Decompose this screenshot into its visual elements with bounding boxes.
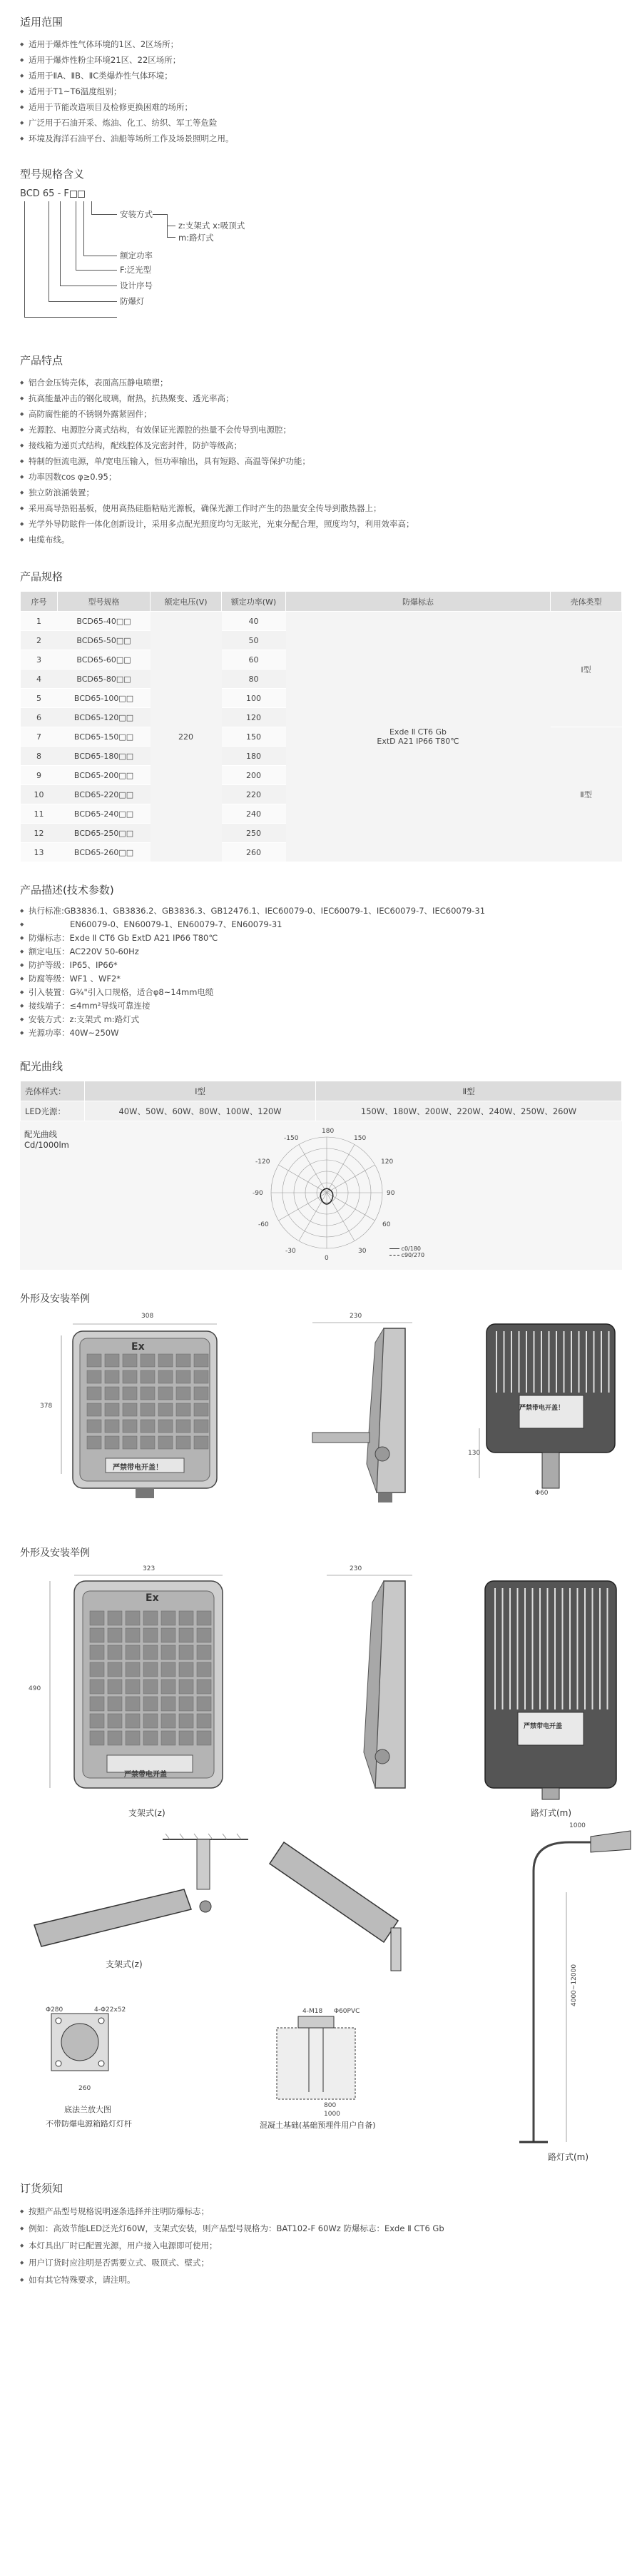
outline1-drawing [20,1310,622,1517]
curve-unit: Cd/1000lm [24,1140,69,1150]
cell-no: 6 [21,708,58,727]
angle-label: -120 [255,1158,270,1166]
led-module [123,1387,137,1400]
cell-no: 10 [21,785,58,804]
led-module [126,1628,140,1642]
list-item: ◆ 独立防浪涌装置； [20,485,622,500]
cell-no: 2 [21,631,58,650]
led-module [87,1370,101,1383]
model-section [0,146,642,324]
col-header: 额定功率(W) [222,592,286,612]
cell-power: 50 [222,631,286,650]
dim-130: 130 [468,1450,481,1457]
led-module [179,1680,193,1694]
led-module [161,1697,175,1711]
angle-label: -30 [285,1248,296,1255]
base-flange-drawing [44,2006,123,2085]
params-title: 产品规格 [20,570,63,583]
cell-shell-2: Ⅱ型 [551,727,622,862]
list-item: ◆ 防爆标志：Exde Ⅱ CT6 Gb ExtD A21 IP66 T80℃ [20,931,622,945]
cell-model: BCD65-50□□ [58,631,151,650]
cell-model: BCD65-180□□ [58,747,151,766]
cell-power: 250 [222,824,286,843]
scope-section [0,0,642,146]
led-module [90,1645,104,1660]
cell-no: 12 [21,824,58,843]
led-module [108,1697,122,1711]
col-header: 序号 [21,592,58,612]
dim-280: Φ280 [46,2006,63,2014]
list-item: ◆ 适用于爆炸性气体环境的1区、2区场所； [20,36,622,52]
angle-label: -60 [258,1221,269,1228]
model-code [20,188,85,199]
cell-model: BCD65-150□□ [58,727,151,747]
list-item: ◆ 采用高导热铝基板，使用高热硅脂粘贴光源板，确保光源工作时产生的热量安全传导到散热器上； [20,500,622,516]
dim-width: 323 [143,1565,156,1572]
cell-power: 180 [222,747,286,766]
caption-bracket-install: 支架式(z) [106,1959,143,1969]
ex-label: Ex [146,1592,159,1604]
led-module [194,1370,208,1383]
led-module [87,1420,101,1433]
led-module [179,1611,193,1625]
col-header: 防爆标志 [286,592,551,612]
outline2-section [0,1517,642,1828]
led-module [176,1403,190,1416]
led-module [105,1436,119,1449]
led-module [108,1628,122,1642]
caption-base: 底法兰放大图 [64,2105,111,2114]
cell-model: BCD65-40□□ [58,612,151,631]
order-list [20,2203,622,2288]
angle-label: 30 [358,1248,367,1255]
led-module [143,1731,158,1745]
led-module [123,1370,137,1383]
scope-title: 适用范围 [20,16,63,29]
seq-label: 设计序号 [120,281,153,291]
cell-power: 200 [222,766,286,785]
legend-a: c0/180 [401,1246,421,1252]
led-module [194,1354,208,1367]
led-module [141,1403,155,1416]
col-header: 额定电压(V) [151,592,222,612]
led-module [108,1645,122,1660]
description-title: 产品描述(技术参数) [20,884,114,896]
led-module [123,1403,137,1416]
features-title: 产品特点 [20,354,63,367]
side-view-2 [298,1574,419,1802]
led-module [105,1354,119,1367]
model-diagram [20,188,622,324]
led-module [126,1714,140,1728]
list-item: ◆ 按照产品型号规格说明逐条选择并注明防爆标志； [20,2203,622,2220]
dim-phi: Φ60 [535,1490,549,1497]
caption-no-pole: 不带防爆电源箱路灯灯杆 [46,2119,132,2128]
cell-no: 8 [21,747,58,766]
dim-height: 490 [29,1685,41,1692]
led-module [141,1354,155,1367]
ex-mark-2: ExtD A21 IP66 T80℃ [377,737,459,746]
led-module [143,1628,158,1642]
params-table [20,591,622,862]
led-module [161,1731,175,1745]
caption-road: 路灯式(m) [531,1808,572,1818]
led-module [161,1645,175,1660]
led-module [176,1370,190,1383]
dim-pole: 4000~12000 [571,1964,578,2006]
led-module [90,1662,104,1677]
led-module [158,1436,173,1449]
angle-label: 150 [354,1135,367,1142]
led-module [161,1611,175,1625]
caption-concrete: 混凝土基础(基础预埋件用户自备) [260,2121,376,2130]
led-module [194,1403,208,1416]
led-module [90,1680,104,1694]
ex-mark-1: Exde Ⅱ CT6 Gb [389,727,447,737]
table-row [21,1081,622,1101]
led-module [158,1420,173,1433]
order-title: 订货须知 [20,2182,63,2195]
led-module [141,1370,155,1383]
led-module [194,1420,208,1433]
legend-b: c90/270 [401,1252,425,1258]
dim-width: 308 [141,1313,154,1320]
led-module [176,1436,190,1449]
led-module [90,1628,104,1642]
outline1-section [0,1270,642,1517]
led-module [126,1645,140,1660]
cell-no: 3 [21,650,58,670]
list-item: ◆ 防腐等级：WF1 、WF2* [20,972,622,986]
list-item: ◆ 铝合金压铸壳体，表面高压静电喷塑； [20,375,622,390]
led-module [161,1680,175,1694]
led-module [143,1662,158,1677]
led-module [161,1714,175,1728]
cell-model: BCD65-80□□ [58,670,151,689]
side-view-1 [298,1321,419,1507]
install-opts: z:支架式 x:吸顶式 [178,221,245,231]
led-module [105,1403,119,1416]
curve-title: 配光曲线 [20,1060,63,1073]
led-module [143,1697,158,1711]
lamp-label: 防爆灯 [120,296,145,306]
model-title: 型号规格含义 [20,168,85,181]
led-module [90,1731,104,1745]
list-item: ◆ 电缆布线。 [20,532,622,547]
scope-list [20,36,622,146]
params-section [0,547,642,862]
led-module [161,1662,175,1677]
cell-power: 120 [222,708,286,727]
cell-model: BCD65-60□□ [58,650,151,670]
led-module [176,1354,190,1367]
led-module [90,1697,104,1711]
led-module [108,1680,122,1694]
curve-section [0,1040,642,1270]
road-lamp-drawing [491,1828,633,2163]
led-module [197,1731,211,1745]
led-module [179,1697,193,1711]
cell-led-2: 150W、180W、200W、220W、240W、250W、260W [316,1101,622,1121]
type-label: F:泛光型 [120,265,152,275]
list-item: ◆ 适用于爆炸性粉尘环境21区、22区场所； [20,52,622,68]
cell-power: 150 [222,727,286,747]
list-item: ◆ 适用于T1~T6温度组别； [20,84,622,99]
cell-label: LED光源： [21,1101,85,1121]
list-item: ◆ 接线端子：≤4mm²导线可靠连接 [20,999,622,1013]
cell-no: 5 [21,689,58,708]
led-module [126,1662,140,1677]
description-section [0,862,642,1040]
angle-label: 90 [387,1190,395,1197]
curve-panel [20,1121,622,1270]
led-module [197,1697,211,1711]
led-module [197,1714,211,1728]
led-module [143,1680,158,1694]
led-module [108,1731,122,1745]
order-section [0,2163,642,2310]
led-module [179,1662,193,1677]
dim-1000b: 1000 [324,2111,340,2118]
blank-box [70,191,77,198]
list-item: ◆ 执行标准:GB3836.1、GB3836.2、GB3836.3、GB12476.1、IEC60079-0、IEC60079-1、IEC60079-7、IEC60079-31 [20,904,622,918]
list-item: ◆ 安装方式：z:支架式 m:路灯式 [20,1013,622,1026]
curve-table [20,1081,622,1121]
dim-side: 230 [350,1565,362,1572]
cell-power: 260 [222,843,286,862]
polar-labels [253,1128,395,1262]
cell-model: BCD65-100□□ [58,689,151,708]
install-drawing [20,1822,622,2163]
led-module [197,1645,211,1660]
cell-no: 11 [21,804,58,824]
angle-label: -90 [253,1190,263,1197]
list-item: ◆ 光源腔、电源腔分离式结构，有效保证光源腔的热量不会传导到电源腔； [20,422,622,438]
led-module [126,1697,140,1711]
led-module [161,1628,175,1642]
legend [389,1246,424,1258]
dim-260: 260 [78,2085,91,2092]
led-module [87,1354,101,1367]
cell-model: BCD65-200□□ [58,766,151,785]
description-list [20,904,622,1040]
led-module [105,1420,119,1433]
cell-power: 60 [222,650,286,670]
cell-power: 40 [222,612,286,631]
led-module [143,1645,158,1660]
led-module [108,1611,122,1625]
list-item: ◆ 光学外导防眩件一体化创新设计，采用多点配光照度均匀无眩光，光束分配合理，照度均匀，利用效率高； [20,516,622,532]
angle-label: -150 [284,1135,299,1142]
led-module [197,1662,211,1677]
list-item: ◆ 广泛用于石油开采、炼油、化工、纺织、军工等危险 [20,115,622,131]
cell-label: 壳体样式： [21,1081,85,1101]
list-item: ◆ 光源功率：40W~250W [20,1026,622,1040]
led-module [143,1714,158,1728]
cell-type-2: Ⅱ型 [316,1081,622,1101]
outline1-title: 外形及安装举例 [20,1293,90,1305]
cell-model: BCD65-260□□ [58,843,151,862]
list-item: ◆ 本灯具出厂时已配置光源，用户接入电源即可使用； [20,2237,622,2254]
bracket-mount-drawing [20,1832,255,1961]
back-view-2 [475,1574,625,1802]
list-item: ◆ 抗高能量冲击的钢化玻璃，耐热，抗热聚变、透光率高； [20,390,622,406]
led-module [176,1387,190,1400]
angle-label: 0 [325,1255,329,1262]
warning-label: 严禁带电开盖 [524,1723,563,1730]
cell-led-1: 40W、50W、60W、80W、100W、120W [85,1101,316,1121]
led-module [197,1611,211,1625]
dim-side: 230 [350,1313,362,1320]
install-section [0,1822,642,2163]
list-item: ◆ 额定电压：AC220V 50-60Hz [20,945,622,959]
front-view-1 [56,1323,234,1501]
warning-label: 严禁带电开盖！ [113,1464,163,1472]
list-item: ◆ 特制的恒流电源，单/宽电压输入，恒功率输出，具有短路、高温等保护功能； [20,453,622,469]
led-module [141,1436,155,1449]
angle-label: 60 [382,1221,391,1228]
list-item: ◆ 适用于ⅡA、ⅡB、ⅡC类爆炸性气体环境； [20,68,622,84]
led-module [158,1387,173,1400]
install-opts-2: m:路灯式 [178,233,214,243]
cell-voltage: 220 [151,612,222,862]
list-item: ◆ 防护等级：IP65、IP66* [20,959,622,972]
dim-m18: 4-M18 [302,2008,323,2015]
led-module [108,1662,122,1677]
led-module [179,1731,193,1745]
cell-power: 240 [222,804,286,824]
cell-no: 13 [21,843,58,862]
list-item: ◆ 引入装置：G¾"引入口规格，适合φ8~14mm电缆 [20,986,622,999]
angle-label: 120 [381,1158,394,1166]
concrete-base-drawing [255,2006,384,2113]
led-module [143,1611,158,1625]
list-item: ◆ 功率因数cos φ≥0.95； [20,469,622,485]
table-row [21,612,622,631]
cell-power: 220 [222,785,286,804]
model-code-text: BCD 65 - F [20,188,69,199]
features-list [20,375,622,547]
led-module [87,1387,101,1400]
led-module [158,1370,173,1383]
cell-ex-mark [286,612,551,862]
dim-4-22: 4-Φ22x52 [94,2006,126,2014]
features-section [0,324,642,547]
cell-model: BCD65-250□□ [58,824,151,843]
led-module [123,1420,137,1433]
list-item-continued: ◆ 例如：高效节能LED泛光灯60W，支架式安装，则产品型号规格为：BAT102-F 60Wz 防爆标志：Exde Ⅱ CT6 Gb [20,2220,622,2237]
curve-label: 配光曲线 [24,1129,57,1139]
power-label: 额定功率 [120,251,153,261]
col-header: 型号规格 [58,592,151,612]
cell-no: 7 [21,727,58,747]
angle-label: 180 [322,1128,335,1135]
cell-no: 1 [21,612,58,631]
led-module [176,1420,190,1433]
cell-power: 80 [222,670,286,689]
led-module [197,1628,211,1642]
cell-model: BCD65-240□□ [58,804,151,824]
list-item: ◆ 高防腐性能的不锈钢外露紧固件； [20,406,622,422]
pole-mount-drawing [241,1814,419,1978]
cell-no: 4 [21,670,58,689]
blank-box [78,191,85,198]
caption-bracket: 支架式(z) [128,1808,165,1818]
led-module [126,1731,140,1745]
dim-1000: 1000 [569,1822,586,1829]
led-module [108,1714,122,1728]
table-row [21,1101,622,1121]
led-module [179,1628,193,1642]
led-module [158,1403,173,1416]
dim-phi-pole: Φ60PVC [334,2008,360,2015]
list-item-continued: ◆ EN60079-0、EN60079-1、EN60079-7、EN60079-31 [20,918,622,931]
list-item: ◆ 用户订货时应注明是否需要立式、吸顶式、壁式； [20,2254,622,2271]
led-module [194,1387,208,1400]
led-module [87,1403,101,1416]
list-item: ◆ 适用于节能改造项目及检修更换困难的场所； [20,99,622,115]
led-module [123,1436,137,1449]
led-module [197,1680,211,1694]
ex-label: Ex [131,1341,145,1353]
led-module [105,1387,119,1400]
led-module [126,1680,140,1694]
led-module [90,1611,104,1625]
led-module [105,1370,119,1383]
list-item: ◆ 接线箱为递页式结构，配线腔体及完密封件，防护等级高； [20,438,622,453]
cell-model: BCD65-120□□ [58,708,151,727]
list-item: ◆ 如有其它特殊要求，请注明。 [20,2271,622,2288]
cell-model: BCD65-220□□ [58,785,151,804]
led-module [90,1714,104,1728]
list-item-continued: ◆ 环境及海洋石油平台、油船等场所工作及场景照明之用。 [20,131,622,146]
led-module [158,1354,173,1367]
dim-height: 378 [40,1403,53,1410]
outline2-title: 外形及安装举例 [20,1547,90,1559]
led-module [141,1420,155,1433]
front-view-2 [46,1574,231,1795]
warning-label: 严禁带电开盖 [124,1771,167,1779]
cell-no: 9 [21,766,58,785]
install-label: 安装方式 [120,209,153,219]
dim-800: 800 [324,2102,337,2109]
outline2-drawing [20,1564,622,1828]
led-module [179,1645,193,1660]
caption-road-install: 路灯式(m) [548,2152,589,2162]
led-module [126,1611,140,1625]
cell-shell-1: Ⅰ型 [551,612,622,727]
led-module [179,1714,193,1728]
warning-label: 严禁带电开盖！ [519,1405,565,1412]
cell-type-1: Ⅰ型 [85,1081,316,1101]
led-module [123,1354,137,1367]
col-header: 壳体类型 [551,592,622,612]
led-module [87,1436,101,1449]
led-module [141,1387,155,1400]
led-module [194,1436,208,1449]
cell-power: 100 [222,689,286,708]
